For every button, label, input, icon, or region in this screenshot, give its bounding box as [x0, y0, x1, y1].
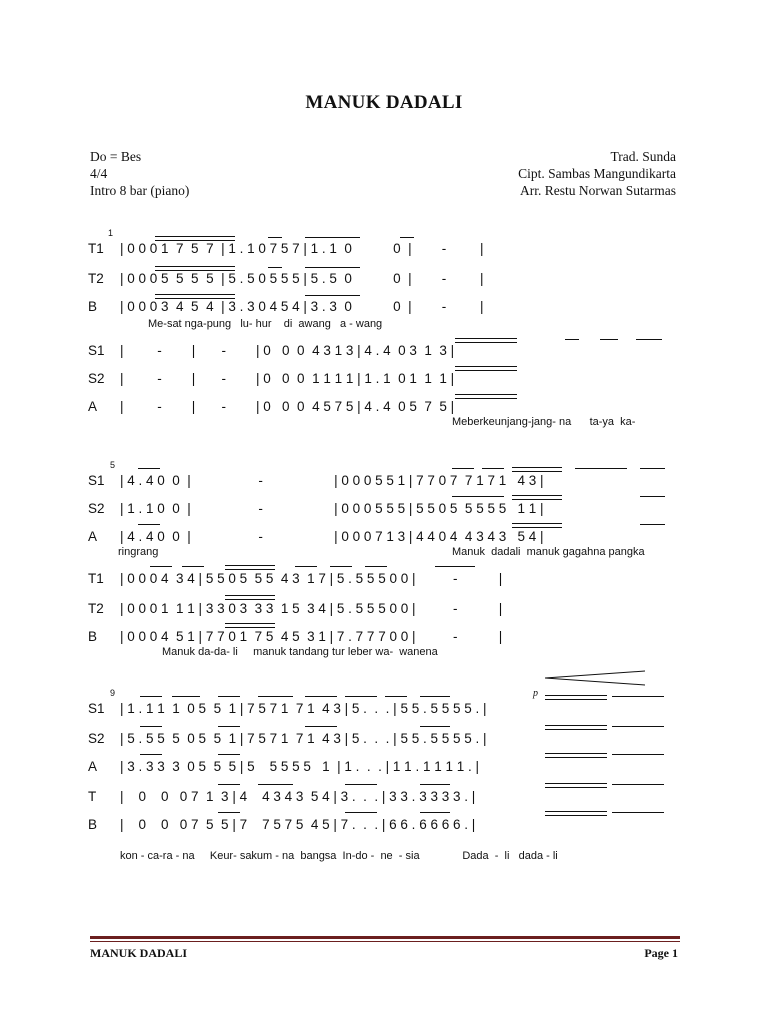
beam [512, 495, 562, 500]
beam [150, 566, 172, 567]
voice-label: T2 [88, 601, 104, 616]
beam [512, 467, 562, 472]
notes: | 0 0 0 4 5 1 | 7 7 0 1 7 5 4 5 3 1 | 7 . 7 7 7 0 0 | - | [120, 629, 503, 644]
notes: | 0 0 0 1 1 1 | 3 3 0 3 3 3 1 5 3 4 | 5 . 5 5 5 0 0 | - | [120, 601, 503, 616]
staff-row-s2 [88, 370, 688, 388]
lyric-line: Manuk dadali manuk gagahna pangka [452, 546, 645, 558]
staff-row-s2 [88, 500, 688, 518]
notes: | 0 0 0 4 3 4 | 5 5 0 5 5 5 4 3 1 7 | 5 . 5 5 5 0 0 | - | [120, 571, 503, 586]
voice-label: S1 [88, 701, 105, 716]
beam [385, 696, 407, 697]
notes: | 4 . 4 0 0 | - | 0 0 0 5 5 1 | 7 7 0 7 7 1 7 1 4 3 | [120, 473, 544, 488]
beam [155, 294, 235, 299]
beam [295, 566, 317, 567]
beam [218, 726, 240, 727]
composer-credit: Cipt. Sambas Mangundikarta [518, 166, 676, 181]
beam [218, 784, 240, 785]
notes: | 3 . 3 3 3 0 5 5 5 | 5 5 5 5 5 1 | 1 . . . | 1 1 . 1 1 1 1 . | [120, 759, 479, 774]
beam [636, 339, 662, 340]
bar-number: 1 [108, 228, 114, 238]
beam [218, 696, 240, 697]
origin-credit: Trad. Sunda [610, 149, 676, 164]
staff-row-s1 [88, 342, 688, 360]
beam [612, 784, 664, 785]
notes: | 5 . 5 5 5 0 5 5 1 | 7 5 7 1 7 1 4 3 | 5 . . . | 5 5 . 5 5 5 5 . | [120, 731, 487, 746]
voice-label: A [88, 529, 101, 544]
beam [420, 696, 450, 697]
arranger-credit: Arr. Restu Norwan Sutarmas [520, 183, 676, 198]
beam [305, 267, 360, 268]
beam [612, 696, 664, 697]
beam [182, 566, 204, 567]
lyric-line: kon - ca-ra - na Keur- sakum - na bangsa In-do - ne - sia Dada - li dada - li [120, 850, 558, 862]
beam [258, 696, 293, 697]
notes: | 1 . 1 1 1 0 5 5 1 | 7 5 7 1 7 1 4 3 | 5 . . . | 5 5 . 5 5 5 5 . | [120, 701, 487, 716]
beam [420, 812, 450, 813]
page-number: Page 1 [644, 946, 678, 960]
beam [600, 339, 618, 340]
staff-row-b [88, 816, 688, 834]
footer-rule [90, 941, 680, 942]
beam [545, 695, 607, 700]
beam [420, 726, 450, 727]
beam [155, 236, 235, 241]
beam [612, 754, 664, 755]
notes: | - | - | 0 0 0 4 5 7 5 | 4 . 4 0 5 7 5 | [120, 399, 455, 414]
beam [155, 266, 235, 271]
notes: | 4 . 4 0 0 | - | 0 0 0 7 1 3 | 4 4 0 4 4 3 4 3 5 4 | [120, 529, 544, 544]
voice-label: T1 [88, 571, 104, 586]
notes: | 0 0 0 1 7 5 7 | 1 . 1 0 7 5 7 | 1 . 1 0 0 | - | [120, 241, 484, 256]
beam [140, 696, 162, 697]
footer-rule [90, 936, 680, 939]
beam [225, 595, 275, 600]
notes: | 1 . 1 0 0 | - | 0 0 0 5 5 5 | 5 5 0 5 5 5 5 5 1 1 | [120, 501, 544, 516]
staff-row-t1 [88, 570, 688, 588]
beam [455, 394, 517, 399]
staff-row-s1 [88, 700, 688, 718]
beam [545, 811, 607, 816]
beam [452, 468, 474, 469]
beam [218, 754, 240, 755]
lyric-line: ringrang [118, 546, 159, 558]
voice-label: T1 [88, 241, 104, 256]
staff-row-b [88, 628, 688, 646]
beam [305, 295, 360, 296]
voice-label: A [88, 399, 101, 414]
beam [225, 565, 275, 570]
beam [640, 524, 665, 525]
staff-row-b [88, 298, 688, 316]
lyric-line: Meberkeunjang-jang- na ta-ya ka- [452, 416, 636, 428]
time-signature: 4/4 [90, 166, 108, 181]
beam [612, 812, 664, 813]
beam [172, 696, 200, 697]
beam [420, 784, 450, 785]
footer-title: MANUK DADALI [90, 946, 187, 960]
voice-label: B [88, 629, 101, 644]
beam [345, 784, 377, 785]
beam [258, 784, 293, 785]
beam [545, 725, 607, 730]
staff-row-a [88, 528, 688, 546]
bar-number: 5 [110, 460, 116, 470]
voice-label: S2 [88, 731, 105, 746]
voice-label: T2 [88, 271, 104, 286]
beam [268, 267, 282, 268]
beam [612, 726, 664, 727]
staff-row-a [88, 758, 688, 776]
beam [345, 696, 377, 697]
notes: | 0 0 0 3 4 5 4 | 3 . 3 0 4 5 4 | 3 . 3 0 0 | - | [120, 299, 484, 314]
beam [268, 237, 282, 238]
notes: | - | - | 0 0 0 4 3 1 3 | 4 . 4 0 3 1 3 | [120, 343, 455, 358]
beam [640, 468, 665, 469]
staff-row-t2 [88, 600, 688, 618]
beam [305, 726, 337, 727]
beam [365, 566, 387, 567]
beam [138, 468, 160, 469]
beam [138, 524, 160, 525]
voice-label: T [88, 789, 100, 804]
beam [218, 812, 240, 813]
beam [345, 812, 377, 813]
beam [455, 366, 517, 371]
staff-row-a [88, 398, 688, 416]
voice-label: B [88, 299, 101, 314]
beam [575, 468, 627, 469]
beam [140, 754, 162, 755]
beam [545, 753, 607, 758]
notes: | 0 0 0 5 5 5 5 | 5 . 5 0 5 5 5 | 5 . 5 0 0 | - | [120, 271, 484, 286]
page-title: MANUK DADALI [305, 92, 463, 113]
beam [400, 237, 414, 238]
crescendo-hairpin [545, 668, 645, 688]
staff-row-s1 [88, 472, 688, 490]
lyric-line: Me-sat nga-pung lu- hur di awang a - wang [148, 318, 383, 330]
beam [482, 468, 504, 469]
beam [565, 339, 579, 340]
intro-info: Intro 8 bar (piano) [90, 183, 190, 198]
staff-row-s2 [88, 730, 688, 748]
beam [435, 566, 475, 567]
voice-label: B [88, 817, 101, 832]
dynamic-marking: p [533, 688, 538, 699]
key-signature-block [90, 148, 189, 199]
beam [140, 726, 162, 727]
staff-row-t1 [88, 240, 688, 258]
beam [305, 696, 337, 697]
voice-label: S2 [88, 371, 105, 386]
beam [305, 237, 360, 238]
staff-row-t2 [88, 270, 688, 288]
voice-label: S1 [88, 473, 105, 488]
beam [452, 496, 504, 497]
voice-label: A [88, 759, 101, 774]
key-info: Do = Bes [90, 149, 142, 164]
notes: | 0 0 0 7 5 5 | 7 7 5 7 5 4 5 | 7 . . . | 6 6 . 6 6 6 6 . | [120, 817, 476, 832]
staff-row-t [88, 788, 688, 806]
beam [640, 496, 665, 497]
beam [545, 783, 607, 788]
beam [455, 338, 517, 343]
bar-number: 9 [110, 688, 116, 698]
voice-label: S1 [88, 343, 105, 358]
beam [330, 566, 352, 567]
voice-label: S2 [88, 501, 105, 516]
beam [512, 523, 562, 528]
notes: | - | - | 0 0 0 1 1 1 1 | 1 . 1 0 1 1 1 | [120, 371, 455, 386]
credits-block [518, 148, 676, 199]
lyric-line: Manuk da-da- li manuk tandang tur leber wa- wanena [162, 646, 438, 658]
beam [225, 623, 275, 628]
notes: | 0 0 0 7 1 3 | 4 4 3 4 3 5 4 | 3 . . . | 3 3 . 3 3 3 3 . | [120, 789, 476, 804]
